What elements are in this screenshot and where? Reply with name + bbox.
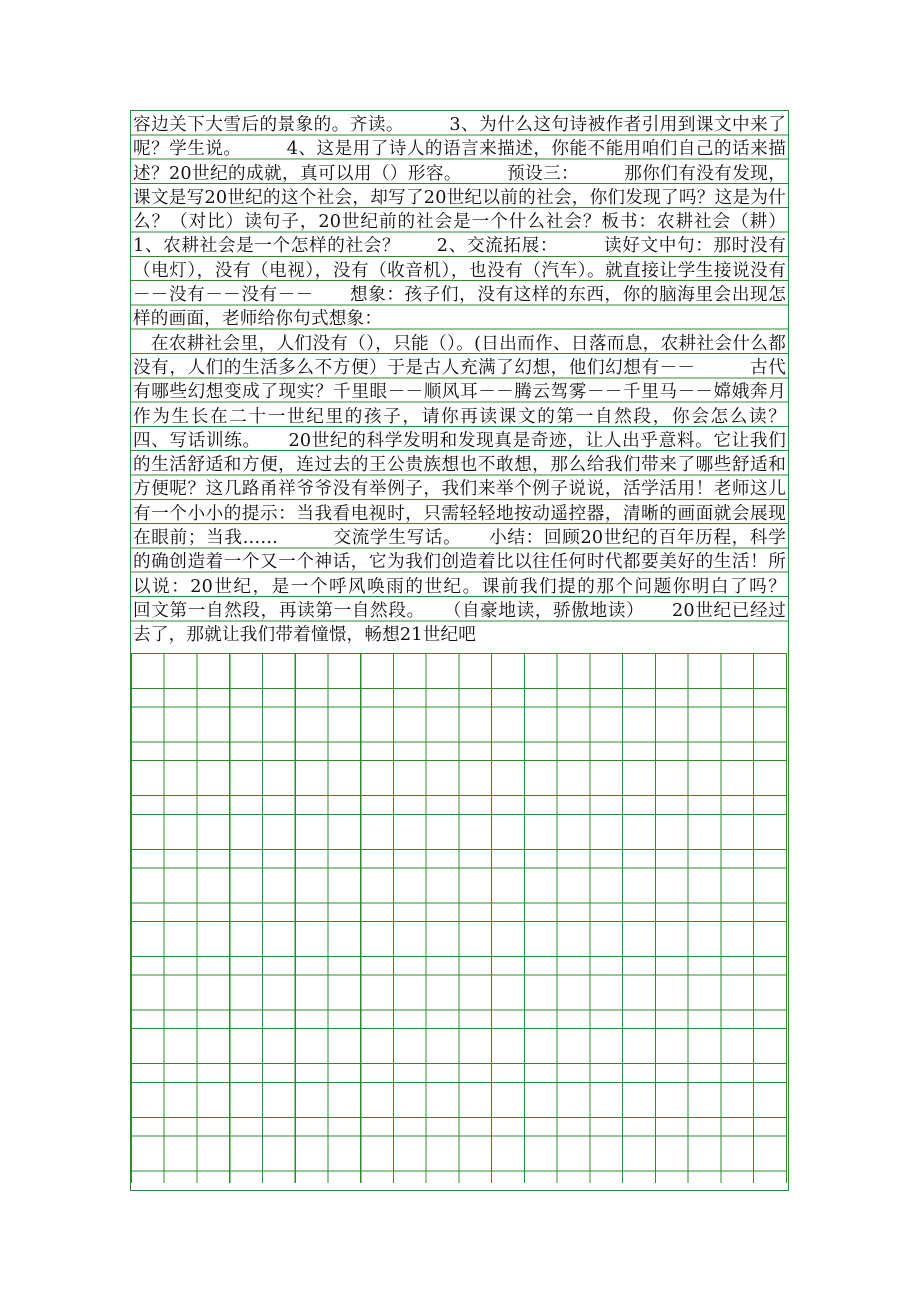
paragraph: 在农耕社会里，人们没有（），只能（）。(日出而作、日落而息，农耕社会什么都没有，人们的生活多么不方便）于是古人充满了幻想，他们幻想有－－ 古代有哪些幻想变成了现实？千里眼－－顺风耳－－腾云驾雾－－千里马－－嫦娥奔月 作为生长在二十一世纪里的孩子，请你再读课文的第一自然段，你会怎么读？ 四、写话训练。 20世纪的科学发明和发现真是奇迹，让人出乎意料。它让我们的生活舒适和方便，连过去的王公贵族想也不敢想，那么给我们带来了哪些舒适和方便呢？这几路甬祥爷爷没有举例子，我们来举个例子说说，活学活用！老师这儿有一个小小的提示：当我看电视时，只需轻轻地按动遥控器，清晰的画面就会展现在眼前；当我…… 交流学生写话。 小结：回顾20世纪的百年历程，科学的确创造着一个又一个神话，它为我们创造着比以往任何时代都要美好的生活！所以说：20世纪，是一个呼风唤雨的世纪。课前我们提的那个问题你明白了吗？ 回文第一自然段，再读第一自然段。 （自豪地读，骄傲地读） 20世纪已经过去了，那就让我们带着憧憬，畅想21世纪吧 [133,333,840,646]
writing-grid [131,653,787,1183]
paragraph: 容边关下大雪后的景象的。齐读。 3、为什么这句诗被作者引用到课文中来了呢？学生说。 4、这是用了诗人的语言来描述，你能不能用咱们自己的话来描述？20世纪的成就，真可以用（）形容。 预设三： 那你们有没有发现，课文是写20世纪的这个社会，却写了20世纪以前的社会，你们发现了吗？这是为什么？（对比）读句子，20世纪前的社会是一个什么社会？板书：农耕社会（耕）1、农耕社会是一个怎样的社会？ 2、交流拓展： 读好文中句：那时没有（电灯），没有（电视），没有（收音机），也没有（汽车）。就直接让学生接说没有－－没有－－没有－－ 想象：孩子们，没有这样的东西，你的脑海里会出现怎样的画面，老师给你句式想象： [133,115,786,330]
writing-paper [130,110,840,1191]
essay-text [131,113,840,646]
